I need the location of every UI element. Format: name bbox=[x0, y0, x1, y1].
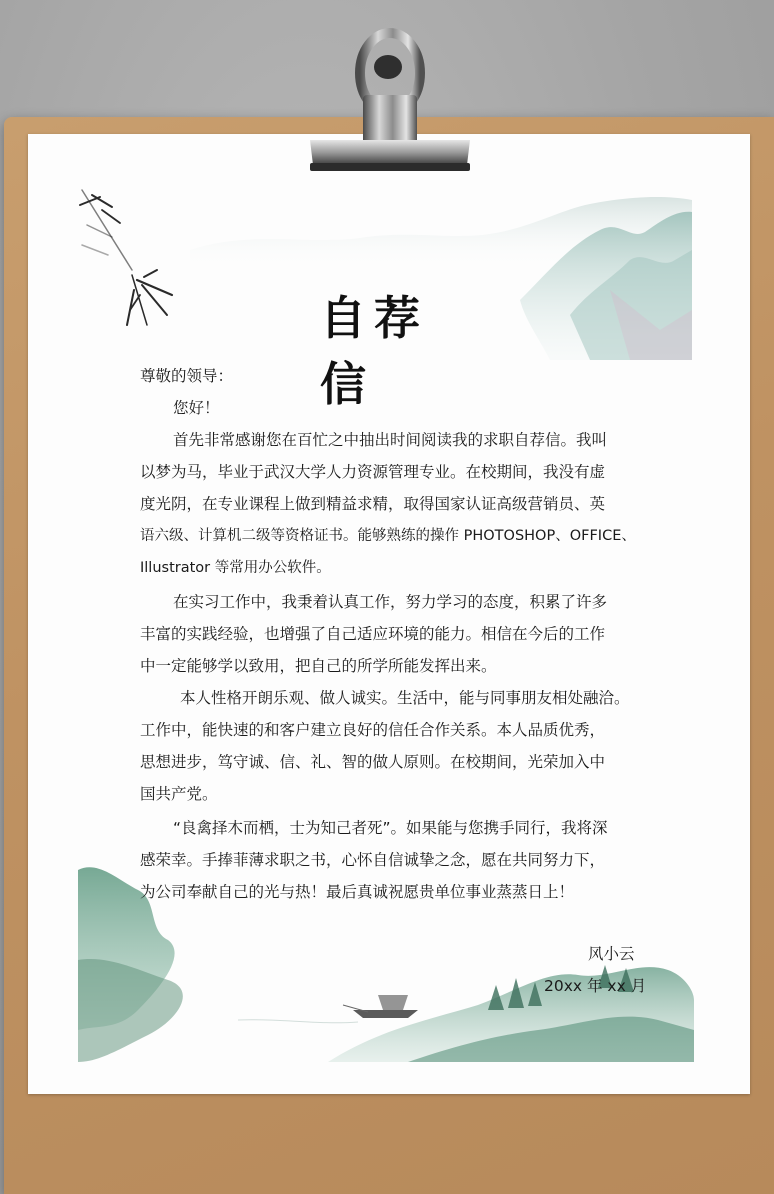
binder-clip bbox=[305, 25, 475, 175]
paragraph-4-line-3: 为公司奉献自己的光与热！最后真诚祝愿贵单位事业蒸蒸日上！ bbox=[140, 883, 575, 901]
paragraph-2-line-1: 在实习工作中，我秉着认真工作，努力学习的态度，积累了许多 bbox=[173, 593, 608, 611]
paragraph-3-line-4: 国共产党。 bbox=[140, 785, 218, 803]
signature: 风小云 bbox=[588, 945, 635, 963]
letter-date: 20xx 年 xx 月 bbox=[544, 977, 647, 995]
paragraph-1-line-2: 以梦为马，毕业于武汉大学人力资源管理专业。在校期间，我没有虚 bbox=[140, 463, 606, 481]
paragraph-3-line-3: 思想进步，笃守诚、信、礼、智的做人原则。在校期间，光荣加入中 bbox=[140, 753, 606, 771]
paragraph-1-line-1: 首先非常感谢您在百忙之中抽出时间阅读我的求职自荐信。我叫 bbox=[173, 431, 608, 449]
letter-title: 自荐信 bbox=[320, 291, 428, 411]
bamboo-painting bbox=[72, 185, 187, 335]
paragraph-4-line-2: 感荣幸。手捧菲薄求职之书，心怀自信诚挚之念，愿在共同努力下， bbox=[140, 851, 606, 869]
salutation: 尊敬的领导： bbox=[140, 367, 234, 385]
paragraph-4-line-1: “良禽择木而栖，士为知己者死”。如果能与您携手同行，我将深 bbox=[173, 819, 608, 837]
paragraph-2-line-3: 中一定能够学以致用，把自己的所学所能发挥出来。 bbox=[140, 657, 497, 675]
paragraph-1-line-4: 语六级、计算机二级等资格证书。能够熟练的操作 PHOTOSHOP、OFFICE、 bbox=[140, 528, 636, 544]
paragraph-3-line-2: 工作中，能快速的和客户建立良好的信任合作关系。本人品质优秀， bbox=[140, 721, 606, 739]
paragraph-2-line-2: 丰富的实践经验，也增强了自己适应环境的能力。相信在今后的工作 bbox=[140, 625, 606, 643]
boat-icon bbox=[343, 995, 418, 1018]
paragraph-1-line-3: 度光阴，在专业课程上做到精益求精，取得国家认证高级营销员、英 bbox=[140, 495, 606, 513]
greeting: 您好！ bbox=[173, 399, 220, 417]
paragraph-3-line-1: 本人性格开朗乐观、做人诚实。生活中，能与同事朋友相处融洽。 bbox=[180, 689, 630, 707]
paragraph-1-line-5: Illustrator 等常用办公软件。 bbox=[140, 560, 331, 576]
